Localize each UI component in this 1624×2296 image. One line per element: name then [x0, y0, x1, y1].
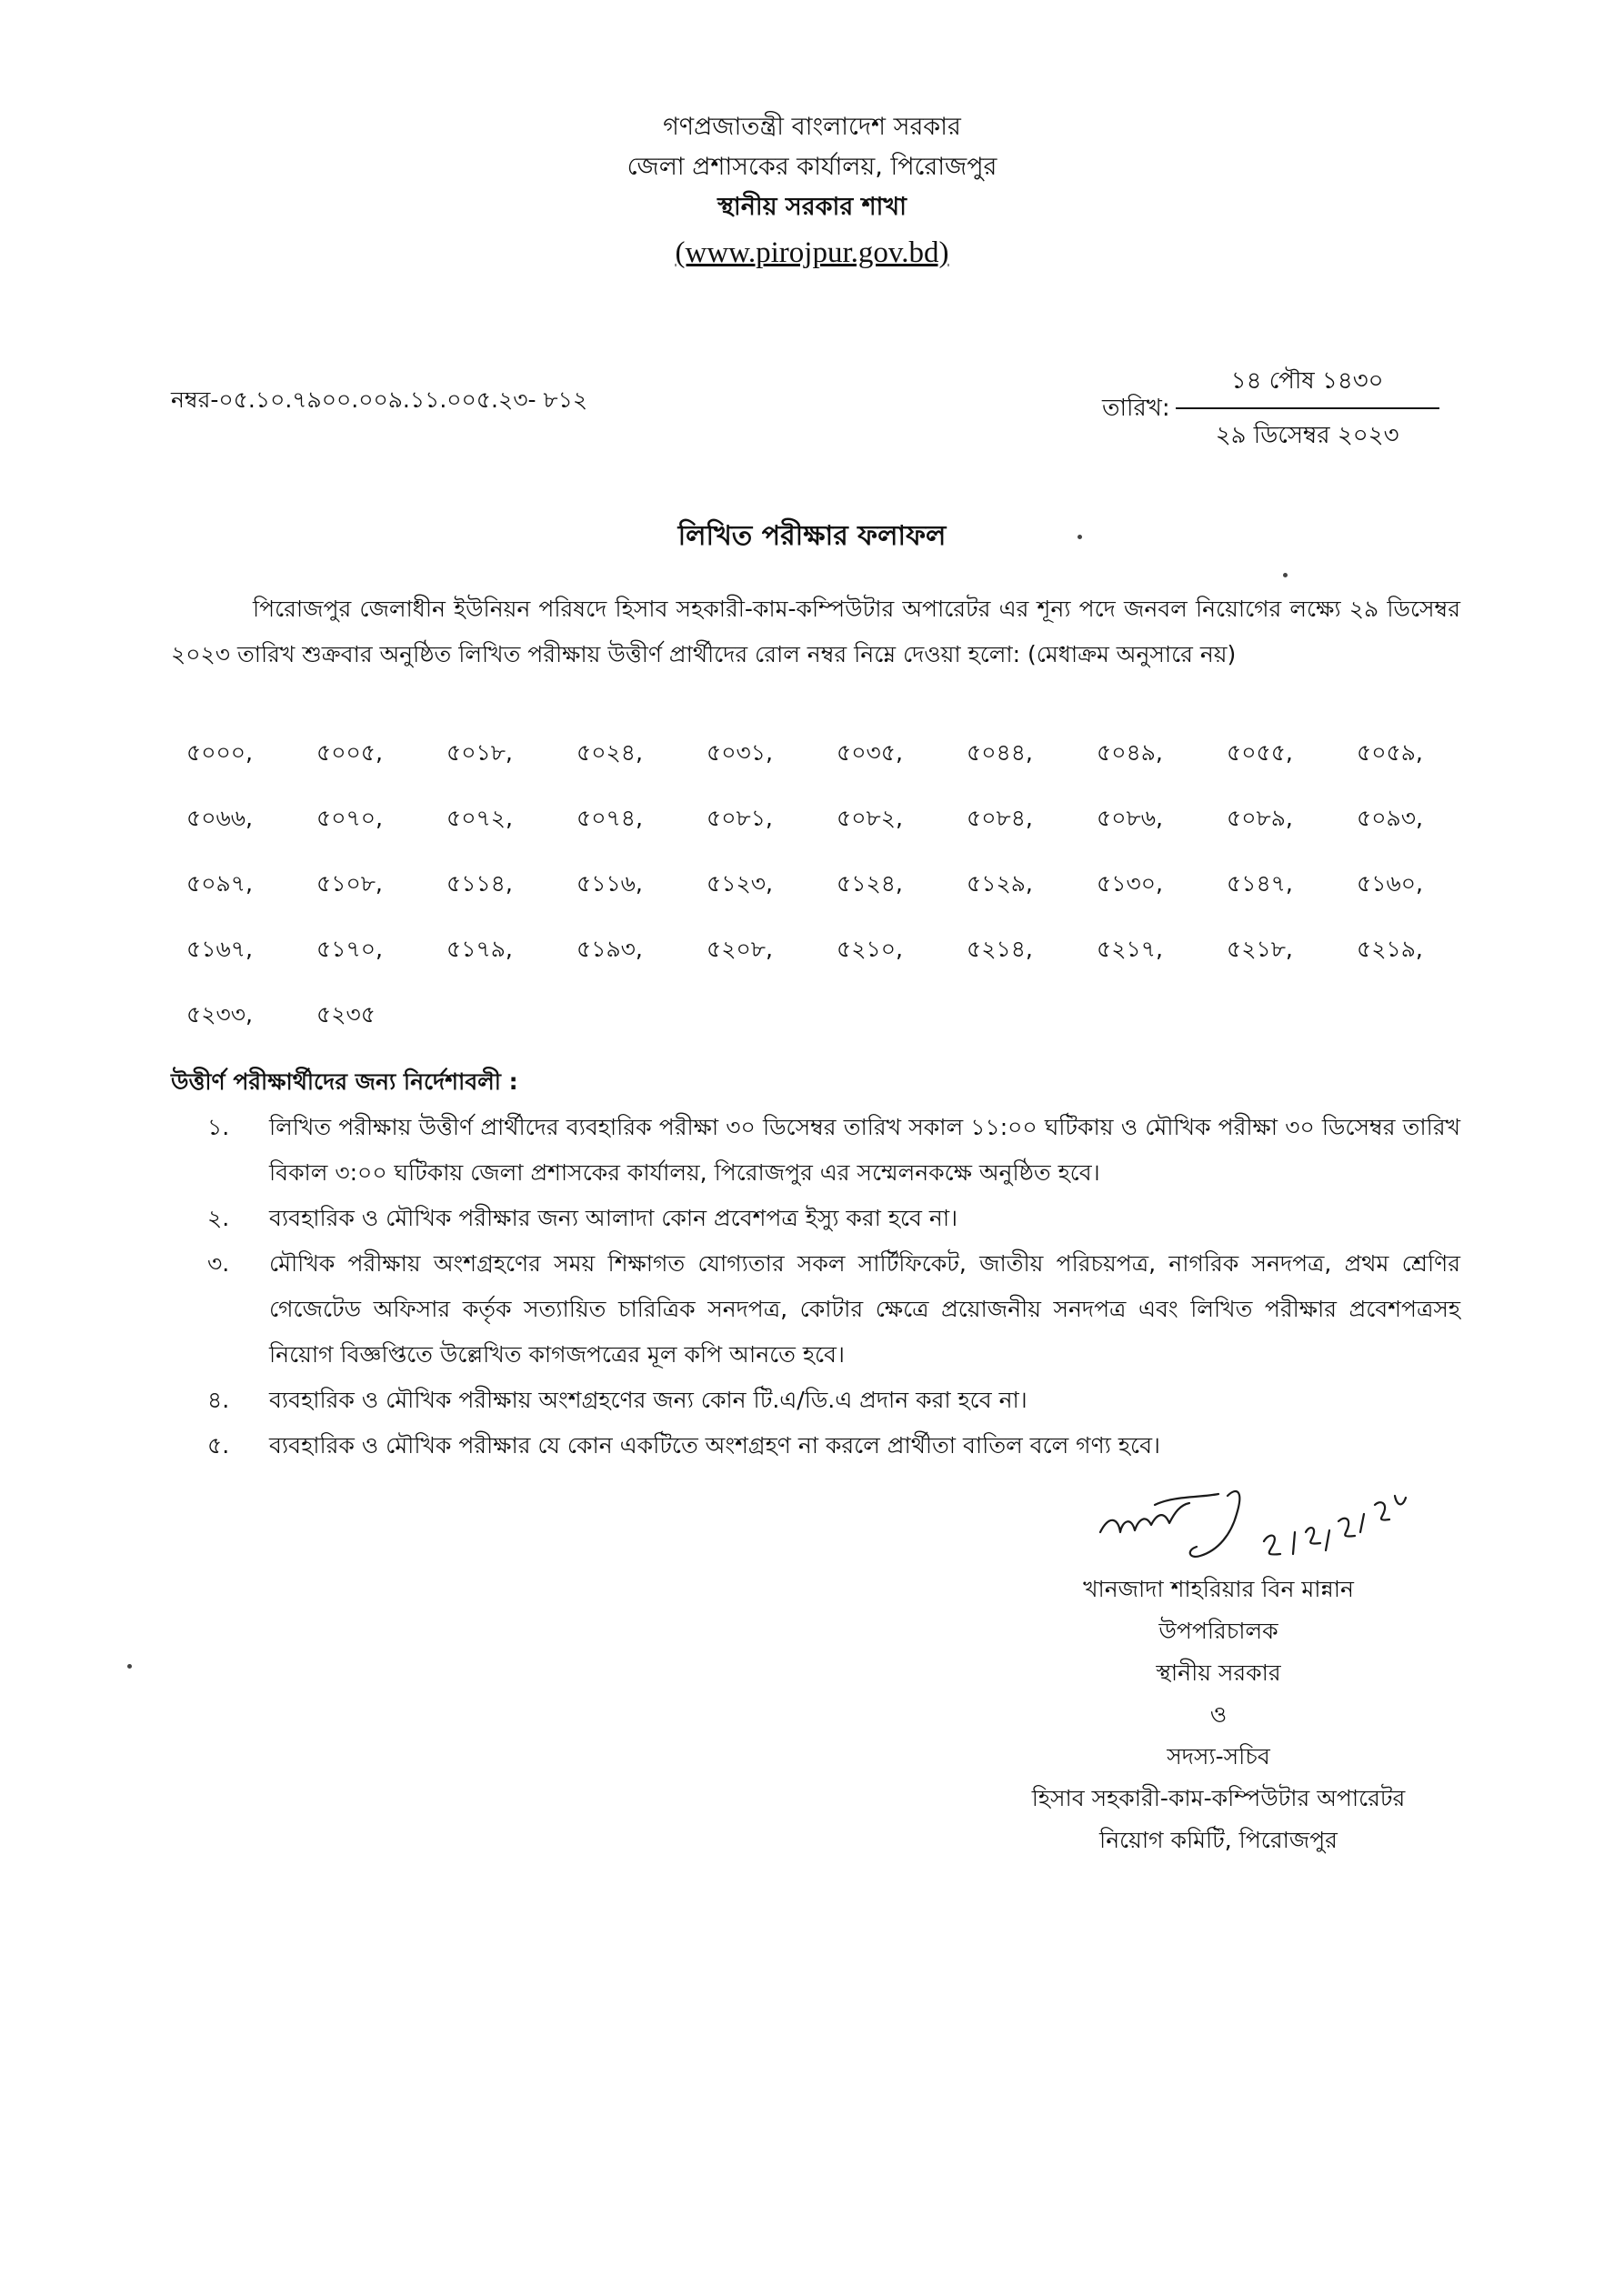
roll-number: ৫১১৬,: [576, 870, 643, 897]
date-label: তারিখ:: [1102, 395, 1170, 422]
roll-number: ৫১৩০,: [1097, 870, 1163, 897]
letterhead: [0, 107, 1624, 273]
roll-number: ৫১২৩,: [707, 870, 773, 897]
handwritten-signature: [1091, 1478, 1473, 1578]
signatory-department: স্থানীয় সরকার: [1156, 1659, 1281, 1686]
roll-number: ৫১২৪,: [837, 870, 903, 897]
roll-number: ৫১০৮,: [316, 870, 383, 897]
roll-number: ৫০৮১,: [707, 805, 773, 831]
website-link[interactable]: (www.pirojpur.gov.bd): [675, 236, 949, 269]
roll-number: ৫০০০,: [186, 739, 253, 766]
instruction-item: [207, 1378, 1460, 1423]
roll-number-grid: [186, 735, 1487, 1033]
committee-place: নিয়োগ কমিটি, পিরোজপুর: [1099, 1827, 1338, 1853]
intro-paragraph: পিরোজপুর জেলাধীন ইউনিয়ন পরিষদে হিসাব সহকারী-কাম-কম্পিউটার অপারেটর এর শূন্য পদে জনবল নিয়োগের লক্ষ্যে ২৯ ডিসেম্বর ২০২৩ তারিখ শুক্রবার অনুষ্ঠিত লিখিত পরীক্ষায় উত্তীর্ণ প্রার্থীদের রোল নম্বর নিম্নে দেওয়া হলো: (মেধাক্রম অনুসারে নয়): [171, 596, 1460, 667]
signatory-block: [964, 1569, 1473, 1861]
committee-name: হিসাব সহকারী-কাম-কম্পিউটার অপারেটর: [1031, 1785, 1406, 1811]
signatory-conjunction: ও: [1209, 1701, 1228, 1728]
roll-number: ৫১৯৩,: [576, 936, 643, 962]
roll-number: ৫২১৪,: [967, 936, 1033, 962]
roll-number: ৫০২৪,: [576, 739, 643, 766]
roll-number: ৫২১০,: [837, 936, 903, 962]
instruction-number: ১.: [207, 1114, 230, 1140]
roll-number: ৫১৭৯,: [446, 936, 513, 962]
roll-number: ৫০৮৯,: [1227, 805, 1293, 831]
roll-number: ৫২৩৫: [316, 1001, 376, 1028]
roll-number: ৫০৪৯,: [1097, 739, 1163, 766]
date-block: [1102, 362, 1439, 456]
roll-number: ৫০১৮,: [446, 739, 513, 766]
date-english: ২৯ ডিসেম্বর ২০২৩: [1215, 422, 1399, 449]
scan-speck: [1283, 573, 1288, 577]
date-bangla: ১৪ পৌষ ১৪৩০: [1176, 362, 1439, 409]
roll-number: ৫০৪৪,: [967, 739, 1033, 766]
roll-number: ৫১১৪,: [446, 870, 513, 897]
instruction-item: [207, 1423, 1460, 1469]
roll-number: ৫০৬৬,: [186, 805, 253, 831]
document-title: লিখিত পরীক্ষার ফলাফল: [677, 520, 947, 552]
roll-number: ৫২৩৩,: [186, 1001, 253, 1028]
instruction-text: ব্যবহারিক ও মৌখিক পরীক্ষার যে কোন একটিতে অংশগ্রহণ না করলে প্রার্থীতা বাতিল বলে গণ্য হবে।: [269, 1432, 1160, 1459]
roll-number: ৫০৫৫,: [1227, 739, 1293, 766]
signatory-role: সদস্য-সচিব: [1167, 1743, 1270, 1770]
roll-number: ৫০৭০,: [316, 805, 383, 831]
roll-number: ৫০৫৯,: [1357, 739, 1423, 766]
signatory-name: খানজাদা শাহরিয়ার বিন মান্নান: [1083, 1576, 1354, 1602]
roll-number: ৫০৮৬,: [1097, 805, 1163, 831]
instructions-heading: উত্তীর্ণ পরীক্ষার্থীদের জন্য নির্দেশাবলী :: [171, 1068, 518, 1095]
instructions-list: [207, 1105, 1460, 1469]
instruction-item: [207, 1196, 1460, 1241]
roll-number: ৫০৭২,: [446, 805, 513, 831]
roll-number: ৫১৬৭,: [186, 936, 253, 962]
instruction-text: মৌখিক পরীক্ষায় অংশগ্রহণের সময় শিক্ষাগত যোগ্যতার সকল সার্টিফিকেট, জাতীয় পরিচয়পত্র, নাগরিক সনদপত্র, প্রথম শ্রেণির গেজেটেড অফিসার কর্তৃক সত্যায়িত চারিত্রিক সনদপত্র, কোটার ক্ষেত্রে প্রয়োজনীয় সনদপত্র এবং লিখিত পরীক্ষার প্রবেশপত্রসহ নিয়োগ বিজ্ঞপ্তিতে উল্লেখিত কাগজপত্রের মূল কপি আনতে হবে।: [269, 1250, 1460, 1368]
instruction-text: ব্যবহারিক ও মৌখিক পরীক্ষায় অংশগ্রহণের জন্য কোন টি.এ/ডি.এ প্রদান করা হবে না।: [269, 1387, 1028, 1413]
roll-number: ৫১৬০,: [1357, 870, 1423, 897]
roll-number: ৫০৮২,: [837, 805, 903, 831]
roll-number: ৫০৩১,: [707, 739, 773, 766]
instruction-number: ৪.: [207, 1387, 230, 1413]
roll-number: ৫০০৫,: [316, 739, 383, 766]
govt-name: গণপ্রজাতন্ত্রী বাংলাদেশ সরকার: [663, 113, 961, 141]
branch-name: স্থানীয় সরকার শাখা: [717, 193, 907, 221]
roll-number: ৫০৮৪,: [967, 805, 1033, 831]
instruction-text: লিখিত পরীক্ষায় উত্তীর্ণ প্রার্থীদের ব্যবহারিক পরীক্ষা ৩০ ডিসেম্বর তারিখ সকাল ১১:০০ ঘটিকায় ও মৌখিক পরীক্ষা ৩০ ডিসেম্বর তারিখ বিকাল ৩:০০ ঘটিকায় জেলা প্রশাসকের কার্যালয়, পিরোজপুর এর সম্মেলনকক্ষে অনুষ্ঠিত হবে।: [269, 1114, 1460, 1186]
instruction-text: ব্যবহারিক ও মৌখিক পরীক্ষার জন্য আলাদা কোন প্রবেশপত্র ইস্যু করা হবে না।: [269, 1205, 958, 1231]
roll-number: ৫১৪৭,: [1227, 870, 1293, 897]
scan-speck: [1078, 535, 1082, 539]
roll-number: ৫১২৯,: [967, 870, 1033, 897]
roll-number: ৫২১৮,: [1227, 936, 1293, 962]
instruction-number: ৩.: [207, 1250, 230, 1277]
instruction-item: [207, 1241, 1460, 1378]
instruction-number: ৫.: [207, 1432, 230, 1459]
scan-speck: [127, 1664, 132, 1669]
date-values: [1176, 362, 1439, 456]
roll-number: ৫২০৮,: [707, 936, 773, 962]
roll-number: ৫০৯৭,: [186, 870, 253, 897]
roll-number: ৫২১৯,: [1357, 936, 1423, 962]
signatory-designation: উপপরিচালক: [1158, 1618, 1278, 1644]
roll-number: ৫০৯৩,: [1357, 805, 1423, 831]
roll-number: ৫১৭০,: [316, 936, 383, 962]
roll-number: ৫২১৭,: [1097, 936, 1163, 962]
memo-number: নম্বর-০৫.১০.৭৯০০.০০৯.১১.০০৫.২৩- ৮১২: [171, 386, 588, 413]
instruction-number: ২.: [207, 1205, 230, 1231]
office-name: জেলা প্রশাসকের কার্যালয়, পিরোজপুর: [627, 153, 997, 181]
roll-number: ৫০৩৫,: [837, 739, 903, 766]
instruction-item: [207, 1105, 1460, 1196]
roll-number: ৫০৭৪,: [576, 805, 643, 831]
